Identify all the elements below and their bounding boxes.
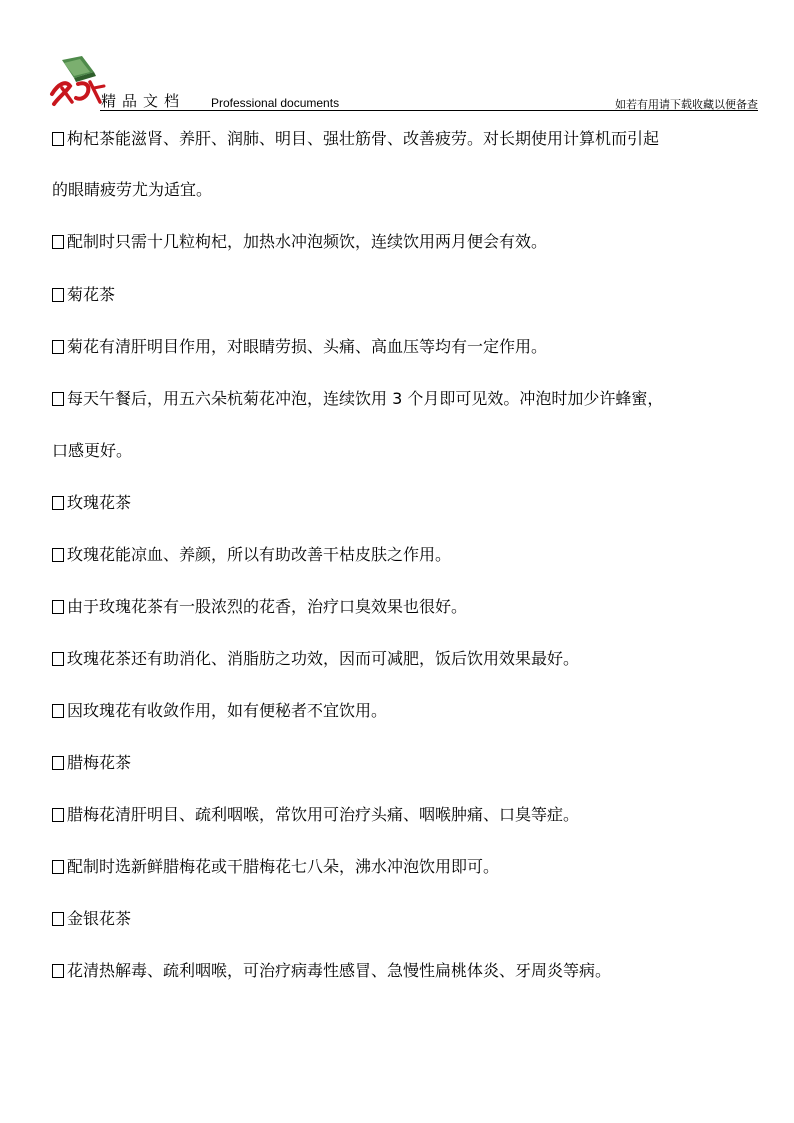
paragraph-text: 花清热解毒、疏利咽喉，可治疗病毒性感冒、急慢性扁桃体炎、牙周炎等病。 xyxy=(67,961,612,980)
paragraph-line xyxy=(52,490,131,516)
knowledge-logo xyxy=(48,54,108,108)
header-subtitle: Professional documents xyxy=(211,96,340,110)
paragraph-line xyxy=(52,126,659,152)
paragraph-text: 因玫瑰花有收敛作用，如有便秘者不宜饮用。 xyxy=(67,701,388,720)
paragraph-line xyxy=(52,177,212,203)
bullet-box-icon xyxy=(52,235,64,249)
paragraph-text: 腊梅花茶 xyxy=(67,753,132,772)
paragraph-line xyxy=(52,750,131,776)
bullet-box-icon xyxy=(52,652,64,666)
paragraph-line xyxy=(52,334,547,360)
paragraph-text: 腊梅花清肝明目、疏利咽喉，常饮用可治疗头痛、咽喉肿痛、口臭等症。 xyxy=(67,805,580,824)
paragraph-line xyxy=(52,386,663,412)
bullet-box-icon xyxy=(52,392,64,406)
bullet-box-icon xyxy=(52,132,64,146)
paragraph-text: 玫瑰花茶还有助消化、消脂肪之功效，因而可减肥，饭后饮用效果最好。 xyxy=(67,649,580,668)
paragraph-line xyxy=(52,698,387,724)
bullet-box-icon xyxy=(52,964,64,978)
bullet-box-icon xyxy=(52,496,64,510)
bullet-box-icon xyxy=(52,860,64,874)
bullet-box-icon xyxy=(52,808,64,822)
bullet-box-icon xyxy=(52,756,64,770)
header-title: 精品文档 xyxy=(101,92,186,110)
bullet-box-icon xyxy=(52,340,64,354)
paragraph-line xyxy=(52,802,579,828)
bullet-box-icon xyxy=(52,600,64,614)
paragraph-text: 由于玫瑰花茶有一股浓烈的花香，治疗口臭效果也很好。 xyxy=(67,597,468,616)
bullet-box-icon xyxy=(52,288,64,302)
paragraph-text: 的眼睛疲劳尤为适宜。 xyxy=(52,180,213,199)
paragraph-text: 枸杞茶能滋肾、养肝、润肺、明目、强壮筋骨、改善疲劳。对长期使用计算机而引起 xyxy=(67,129,660,148)
paragraph-line xyxy=(52,906,131,932)
paragraph-line xyxy=(52,854,499,880)
paragraph-line xyxy=(52,438,132,464)
header-rule xyxy=(100,110,758,111)
paragraph-text: 玫瑰花能凉血、养颜，所以有助改善干枯皮肤之作用。 xyxy=(67,545,452,564)
paragraph-line xyxy=(52,229,547,255)
paragraph-line xyxy=(52,958,611,984)
paragraph-text: 菊花有清肝明目作用，对眼睛劳损、头痛、高血压等均有一定作用。 xyxy=(67,337,548,356)
bullet-box-icon xyxy=(52,704,64,718)
paragraph-text: 金银花茶 xyxy=(67,909,132,928)
paragraph-text: 配制时选新鲜腊梅花或干腊梅花七八朵，沸水冲泡饮用即可。 xyxy=(67,857,500,876)
bullet-box-icon xyxy=(52,912,64,926)
paragraph-text: 口感更好。 xyxy=(52,441,133,460)
paragraph-text: 玫瑰花茶 xyxy=(67,493,132,512)
header-right-note: 如若有用请下载收藏以便备查 xyxy=(615,98,758,111)
paragraph-text: 每天午餐后，用五六朵杭菊花冲泡，连续饮用 3 个月即可见效。冲泡时加少许蜂蜜， xyxy=(67,389,664,408)
paragraph-line xyxy=(52,594,467,620)
paragraph-line xyxy=(52,542,451,568)
paragraph-text: 配制时只需十几粒枸杞，加热水冲泡频饮，连续饮用两月便会有效。 xyxy=(67,232,548,251)
paragraph-line xyxy=(52,282,115,308)
bullet-box-icon xyxy=(52,548,64,562)
paragraph-text: 菊花茶 xyxy=(67,285,116,304)
page-header xyxy=(48,52,758,112)
paragraph-line xyxy=(52,646,579,672)
